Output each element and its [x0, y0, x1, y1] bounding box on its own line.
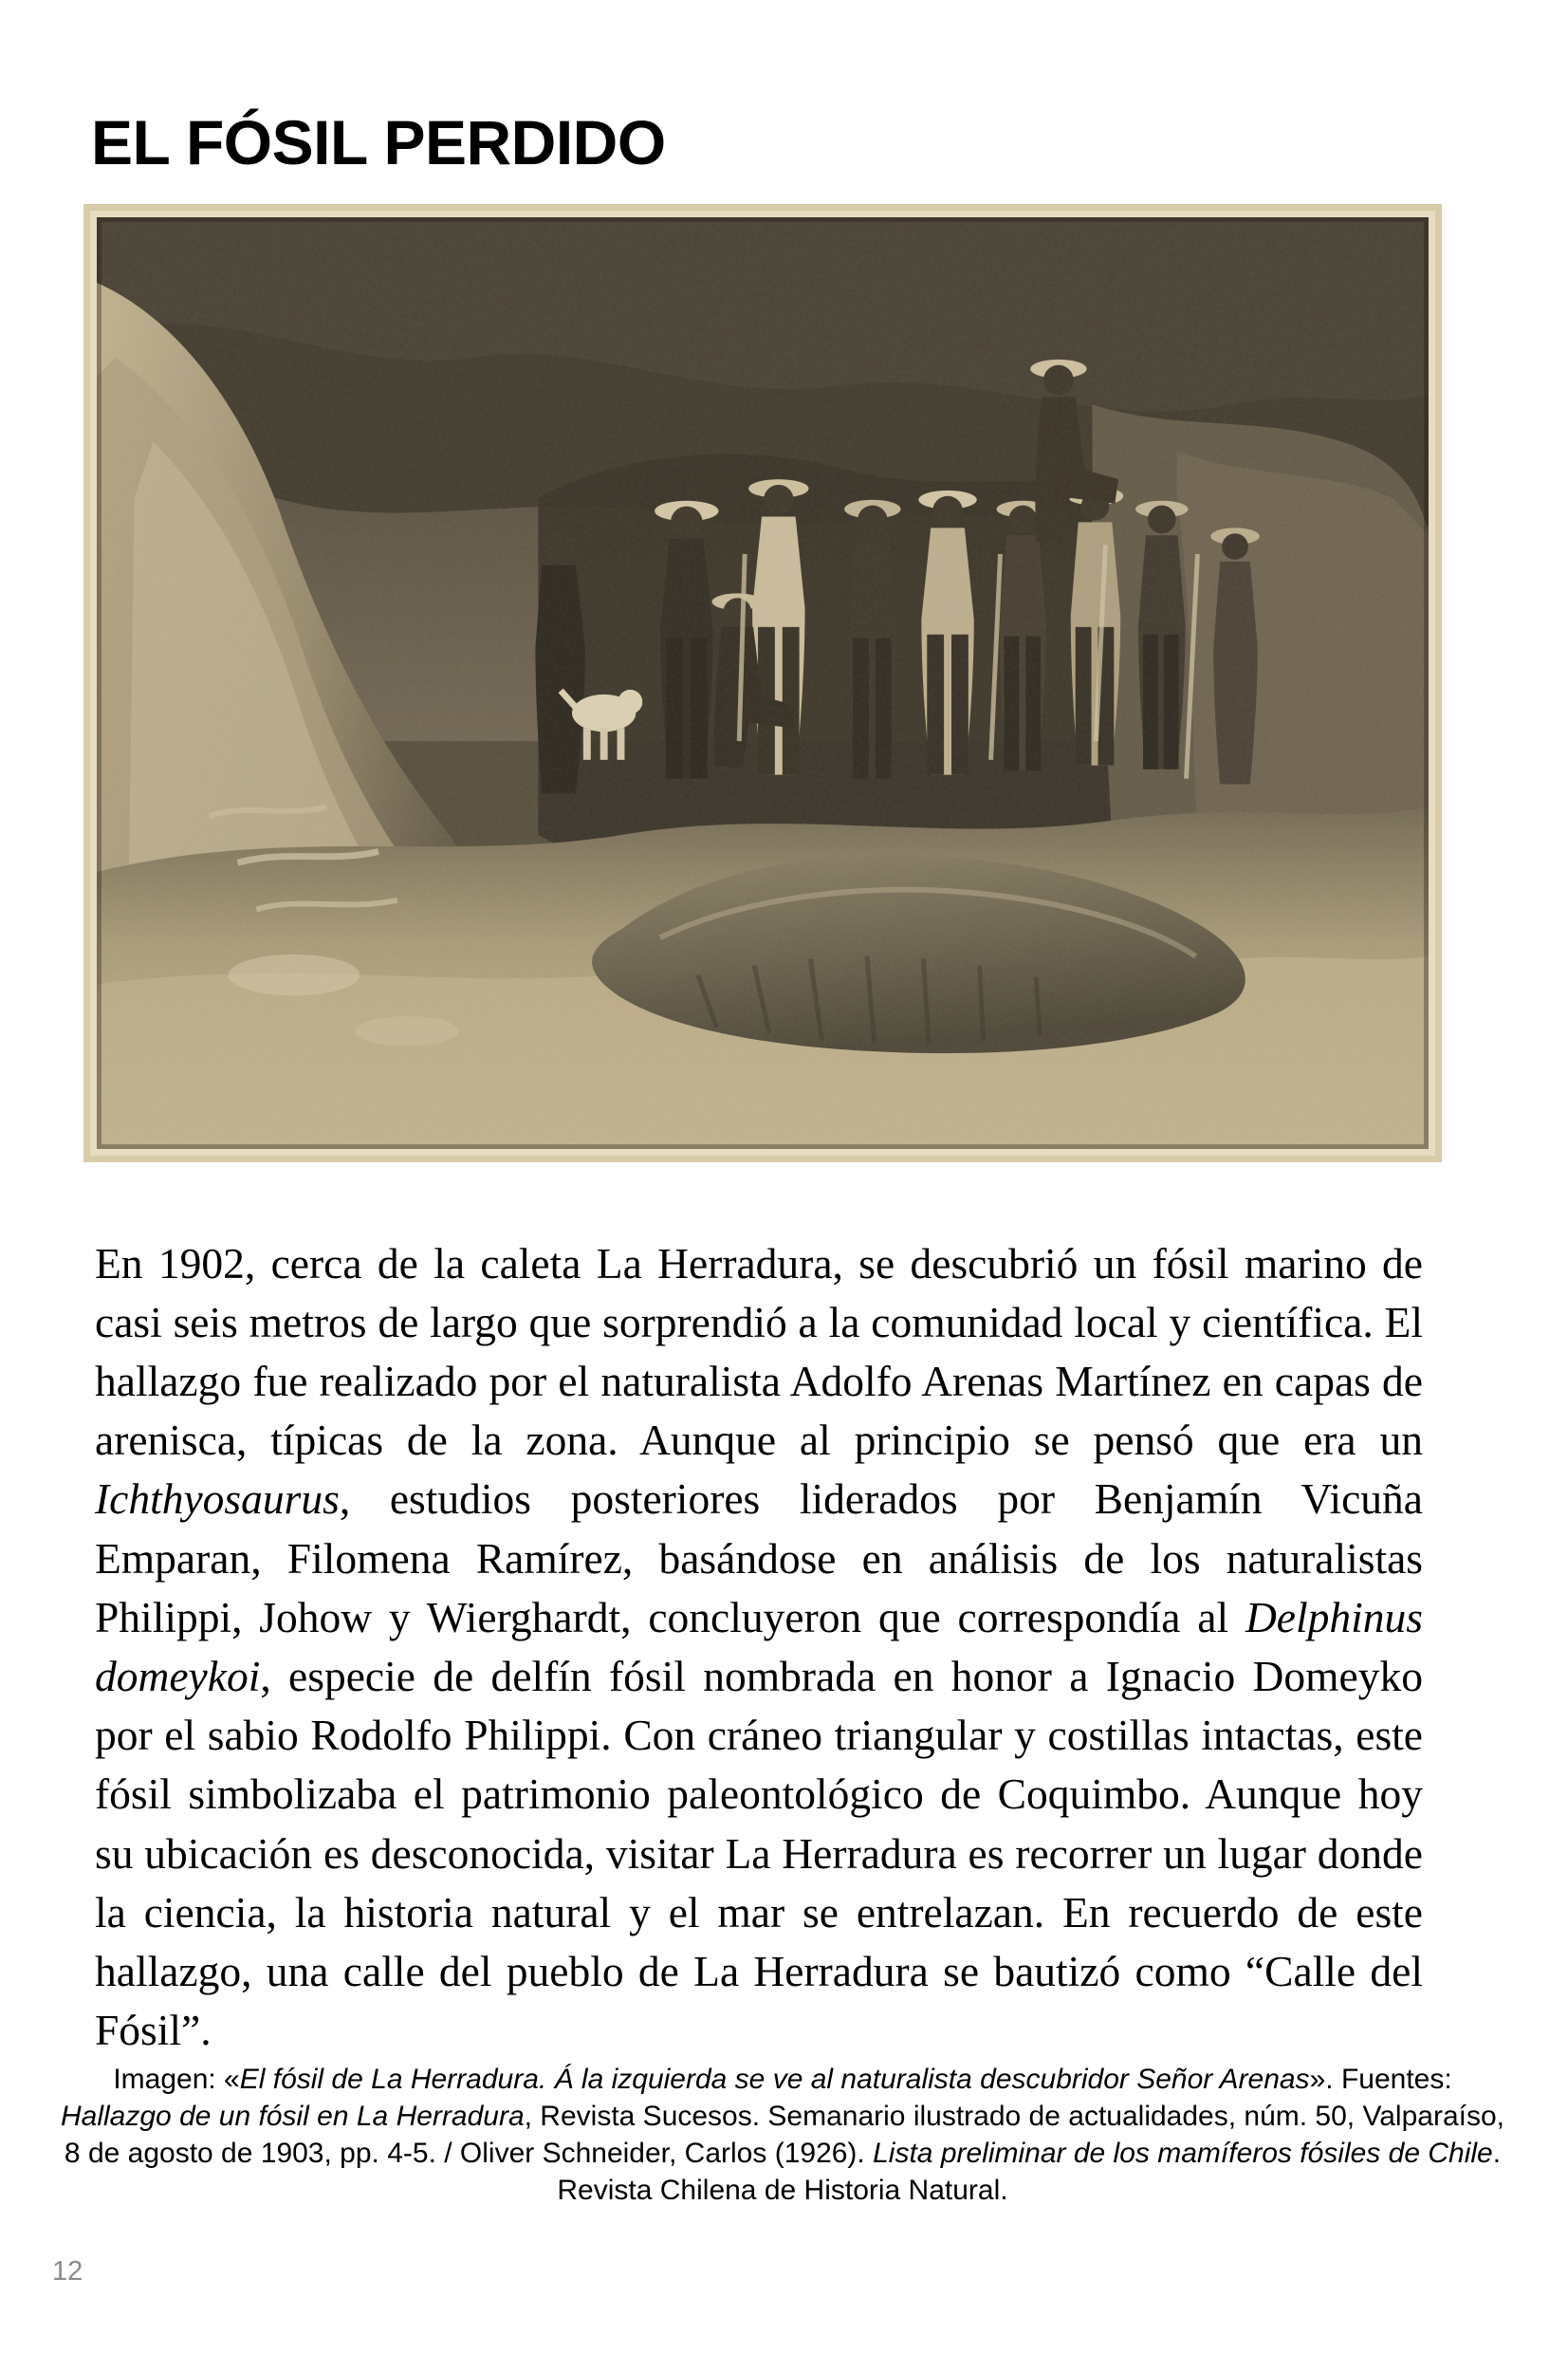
photograph-graphic — [97, 217, 1429, 1149]
image-credit-close: ». — [1309, 2064, 1334, 2095]
figure-frame — [83, 204, 1442, 1162]
body-part-3: , especie de delfín fósil nombrada en honor a Ignacio Domeyko por el sabio Rodolfo Philippi. Con cráneo triangular y costillas intactas, este fósil simbolizaba el patrimonio paleontológico de Coquimbo. Aunque hoy su ubicación es desconocida, visitar La Herradura es recorrer un lugar donde la ciencia, la historia natural y el mar se entrelazan. En recuerdo de este hallazgo, una calle del pueblo de La Herradura se bautizó como “Calle del Fósil”. — [95, 1651, 1423, 2055]
species-name-ichthyosaurus: Ichthyosaurus — [95, 1474, 340, 1524]
body-part-1: En 1902, cerca de la caleta La Herradura, se descubrió un fósil marino de casi seis metros de largo que sorprendió a la comunidad local y científica. El hallazgo fue realizado por el naturalista Adolfo Arenas Martínez en capas de arenisca, típicas de la zona. Aunque al principio se pensó que era un — [95, 1238, 1423, 1465]
species-name-delphinus-domeykoi: Delphinus domeykoi — [95, 1592, 1423, 1700]
sources-label: Fuentes: — [1340, 2064, 1452, 2095]
source-1-title: Hallazgo de un fósil en La Herradura — [61, 2101, 525, 2132]
figure-credits — [57, 2061, 1508, 2209]
page-number: 12 — [52, 2256, 83, 2287]
excavation-photograph — [97, 217, 1429, 1149]
image-credit-title: El fósil de La Herradura. Á la izquierda se ve al naturalista descubridor Señor Arenas — [239, 2064, 1310, 2095]
body-part-2: , estudios posteriores liderados por Benjamín Vicuña Emparan, Filomena Ramírez, basándose en análisis de los naturalistas Philippi, Johow y Wierghardt, concluyeron que correspondía al — [95, 1474, 1423, 1641]
source-2-title: Lista preliminar de los mamíferos fósiles de Chile — [873, 2138, 1493, 2169]
source-1-rest: , Revista Sucesos. Semanario ilustrado de actualidades, núm. 50, Valparaíso, 8 de agosto de 1903, pp. 4-5. / Oliver Schneider, Carlos (1926). — [64, 2101, 1504, 2169]
article-body — [95, 1234, 1423, 2061]
source-2-rest: . Revista Chilena de Historia Natural. — [557, 2138, 1502, 2206]
image-credit-label: Imagen: « — [113, 2064, 240, 2095]
page-title: EL FÓSIL PERDIDO — [91, 107, 666, 178]
